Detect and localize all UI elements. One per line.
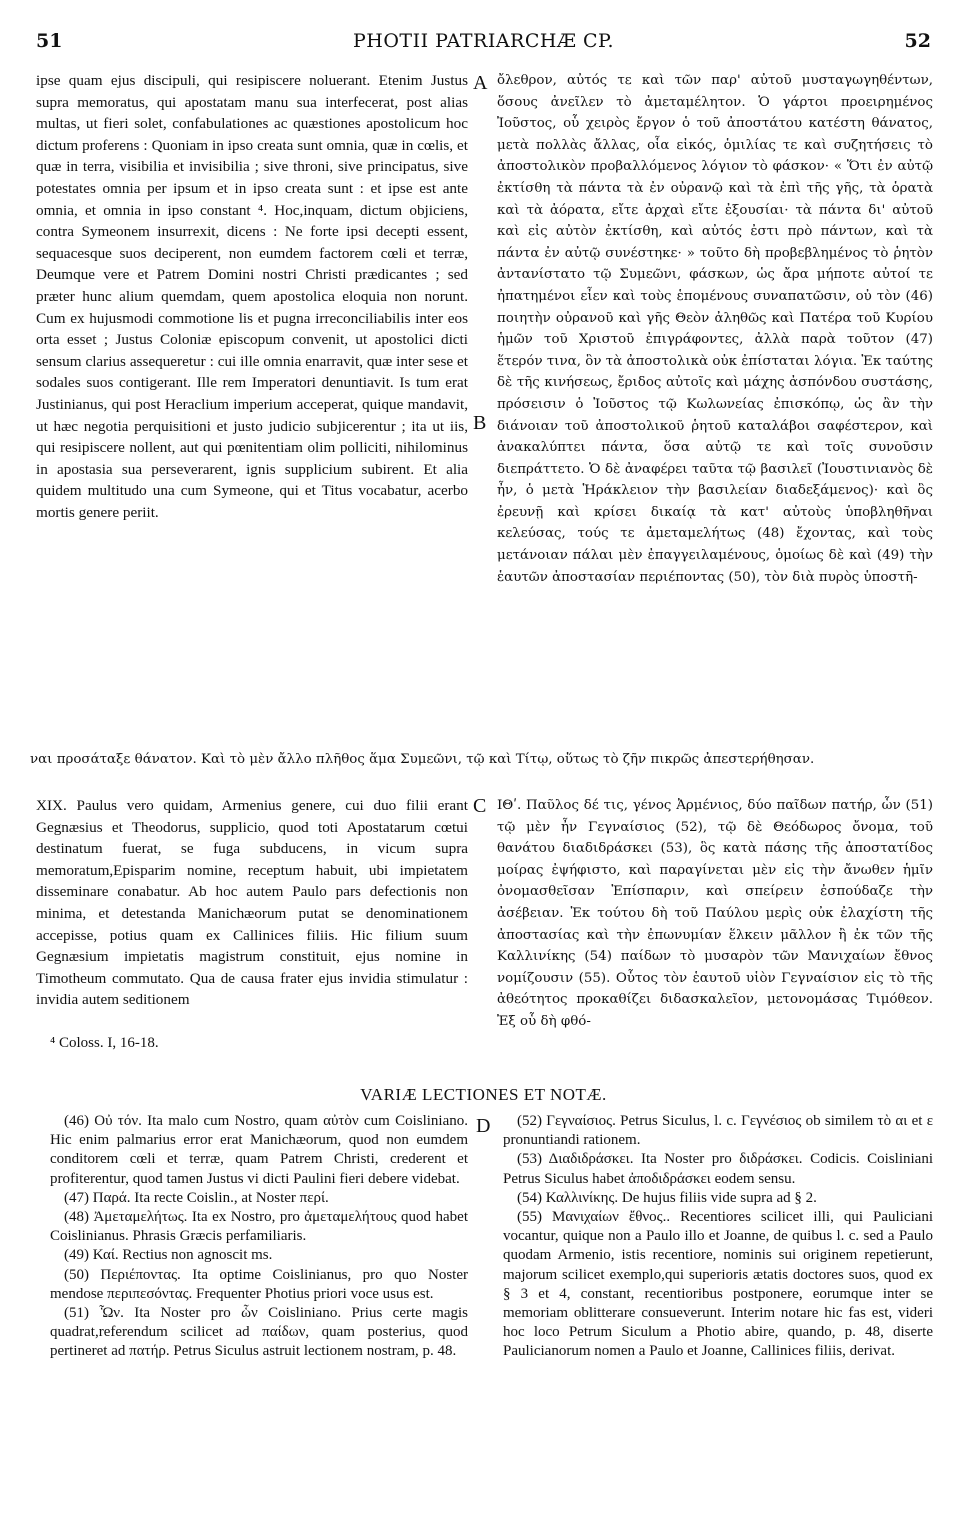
notes-left-column bbox=[50, 1112, 468, 1362]
latin-column-top: ipse quam ejus discipuli, qui resipiscere noluerant. Etenim Justus supra memoratus, qui apostatam manu sua interfecerat, post alias multas, ut fieri solet, confabulationes ac quæstiones apostolicum hoc dictum proferens : Quoniam in ipso creata sunt omnia, quæ in cœlis, et quæ in terra, visibilia et invisibilia ; sive throni, sive principatus, sive potestates omnia per ipsum et in ipso creata sunt : et ipse est ante omnia, et omnia in ipso constant ⁴. Hoc,inquam, dictum objiciens, contra Symeonem insurrexit, dicens : Ne forte ipsi decepti essent, sequacesque suos deciperent, non eumdem factorem cœli et terræ, Deumque vere et Patrem Domini nostri Christi prædicantes ; sed præter hunc alium quemdam, quem apostolica eloquia non norunt. Cum ex hujusmodi commotione lis et pugna irreconciliabilis inter eos orta esset ; Justus Coloniæ episcopum convenit, ut apostolici dicti sensum clarius assequeretur : cui ille omnia enarravit, quæ inter sese et sodales suos contigerant. Ille rem Imperatori denuntiavit. Is tum erat Justinianus, qui post Heraclium imperium acceperat, quique mandavit, ut hæc negotia perquisitioni et justo judicio subjicerentur ; ita ut iis, qui resipiscere nollent, aut qui pœnitentiam olim polliciti, nihilominus in apostasia sua perseverarent, ignis supplicium subirent. Et alia quidem multitudo una cum Symeone, qui et Titus vocabatur, acerbo mortis genere periit. bbox=[36, 72, 468, 521]
greek-column-bottom: ΙΘʹ. Παῦλος δέ τις, γένος Ἀρμένιος, δύο παῖδων πατήρ, ὧν (51) τῷ μὲν ἦν Γεγναίσιος (52), τῷ δὲ Θεόδωρος ὄνομα, τοῦ θανάτου διαδιδράσκει (53), ὃς κατὰ πάσης τῆς ἀποστατίδος μοίρας ἐψήφιστο, καὶ παραγίνεται μὲν εἰς τὴν ἄνωθεν ἡμῖν ὀνομασθεῖσαν Ἐπίσπαριν, καὶ σπείρειν ἐσπούδαζε τὴν ἀσέβειαν. Ἐκ τούτου δὴ τοῦ Παύλου μερὶς οὐκ ἐλαχίστη τῆς ἀποστασίας καὶ τὴν ἐπωνυμίαν ἕλκειν μᾶλλον ἢ ἐκ τῶν τῆς Καλλινίκης (54) παίδων τὸ μυσαρὸν τῶν Μανιχαίων ἔθνος νομίζουσιν (55). Οὗτος τὸν ἑαυτοῦ υἱὸν Γεγναίσιον εἰς τὸ τῆς ἀθεότητος προκαθίζει διδασκαλεῖον, μετονομάσας Τιμόθεον. Ἐξ οὗ δὴ φθό- bbox=[497, 798, 933, 1029]
greek-column-top: ὄλεθρον, αὐτός τε καὶ τῶν παρ' αὐτοῦ μυσταγωγηθέντων, ὅσους ἀνεῖλεν τὸ ἀμεταμέλητον. Ὁ γάρτοι προειρημένος Ἰοῦστος, οὗ χειρὸς ἔργον ὁ τοῦ ἀποστάτου κατέστη θάνατος, μετὰ πολλὰς ἄλλας, οἷα εἰκός, ὁμιλίας τε καὶ συζητήσεις τὸ ἀποστολικὸν προβαλλόμενος λόγιον τὸ φάσκον· « Ὅτι ἐν αὐτῷ ἐκτίσθη τὰ πάντα τὰ ἐν οὐρανῷ καὶ τὰ ἐπὶ τῆς γῆς, τὰ ὁρατὰ καὶ τὰ ἀόρατα, εἴτε ἀρχαὶ εἴτε ἐξουσίαι· τὰ πάντα δι' αὐτοῦ καὶ εἰς αὐτὸν ἐκτίσθη, καὶ αὐτός ἐστι πρὸ πάντων, καὶ τὰ πάντα ἐν αὐτῷ συνέστηκε· » τοῦτο δὴ προβεβλημένος τὸ ῥητὸν ἀντανίστατο τῷ Συμεῶνι, φάσκων, ὡς ἄρα μήποτε αὐτοί τε ἠπατημένοι εἶεν καὶ τοὺς ἑπομένους συναπατῶσιν, οὐ τὸν (46) ποιητὴν οὐρανοῦ καὶ γῆς Θεὸν ἀληθῶς καὶ Πατέρα τοῦ Κυρίου ἡμῶν τοῦ Χριστοῦ ἐπιγράφοντες, ἀλλὰ παρὰ τοῦτον (47) ἕτερόν τινα, ὃν τὰ ἀποστολικὰ οὐκ ἐπίσταται λόγια. Ἐκ ταύτης δὲ τῆς κινήσεως, ἔριδος αὐτοῖς καὶ μάχης ἀσπόνδου συστάσης, πρόσεισιν ὁ Ἰοῦστος τῷ Κωλωνείας ἐπισκόπῳ, ὡς ἂν τὴν διάνοιαν τοῦ ἀποστολικοῦ ῥητοῦ καταλάβοι σαφέστερον, καὶ ἀνακαλύπτει πάντα, ὅσα αὐτῷ τε καὶ τοῖς συνοῦσιν διεπράττετο. Ὁ δὲ ἀναφέρει ταῦτα τῷ βασιλεῖ (Ἰουστινιανὸς δὲ ἦν, ὁ μετὰ Ἡράκλειον τὴν βασιλείαν διαδεξάμενος)· καὶ ὃς ἐρευνῇ καὶ κρίσει δικαίᾳ τὰ κατ' αὐτοὺς ὑποβληθῆναι κελεύσας, τούς τε ἀμεταμελήτως (48) ἔχοντας, καὶ τοὺς μετάνοιαν πάλαι μὲν ἐπαγγειλαμένους, ὁμοίως δὲ καὶ (49) τὴν ἑαυτῶν ἀποστασίαν περιέποντας (50), τὸν διὰ πυρὸς ὑποστῆ- bbox=[497, 73, 933, 585]
page-header bbox=[30, 30, 937, 56]
latin-column-bottom: XIX. Paulus vero quidam, Armenius genere, cui duo filii erant Gegnæsius et Theodorus, supplicio, quod toti Apostatarum cœtui destinatum fuerat, se fuga subducens, in vicum supra memoratum,Episparim nomine, receptum habuit, ubi impietatem disseminare conabatur. Ab hoc autem Paulo pars defectionis non minima, et detestanda Manichæorum putat se denominationem accepisse, potius quam ex Callinices filiis. Hic filium suum Gegnæsium impietatis magistrum constituit, ejus nomine in Timotheum commutato. Qua de causa frater ejus invidia stimulatur : invidia autem seditionem bbox=[36, 797, 468, 1009]
greek-full-width-line: ναι προσάταξε θάνατον. Καὶ τὸ μὲν ἄλλο πλῆθος ἅμα Συμεῶνι, τῷ καὶ Τίτῳ, οὕτως τὸ ζῆν πικρῶς ἀπεστερήθησαν. bbox=[30, 752, 815, 767]
notes-right-column bbox=[503, 1112, 933, 1362]
note-53: (53) Διαδιδράσκει. Ita Noster pro διδράσκει. Codicis. Coisliniani Petrus Siculus habet ἀποδιδράσκει eodem sensu. bbox=[503, 1151, 933, 1187]
note-46: (46) Οὐ τόν. Ita malo cum Nostro, quam αὐτὸν cum Coisliniano. Hic enim palmarius error erat Manichæorum, quod non eumdem conditorem cœli et terræ, quam Patrem Christi, crederent et profiterentur, quod tamen Justus vi dicti Paulini fieri debere videbat. bbox=[50, 1113, 468, 1187]
section-marker-c: C bbox=[473, 795, 487, 817]
left-page-number: 51 bbox=[36, 30, 63, 52]
note-54: (54) Καλλινίκης. De hujus filiis vide supra ad § 2. bbox=[517, 1189, 817, 1206]
running-title: PHOTII PATRIARCHÆ CP. bbox=[352, 30, 615, 52]
note-51: (51) Ὧν. Ita Noster pro ὧν Coisliniano. Prius certe magis quadrat,referendum scilicet ad παίδων, quam posterius, quod pertineret ad πατήρ. Petrus Siculus astruit lectionem nostram, p. 48. bbox=[50, 1305, 468, 1360]
note-50: (50) Περιέποντας. Ita optime Coislinianus, pro quo Noster mendose περιπεσόντας. Frequenter Photius priori voce usus est. bbox=[50, 1266, 468, 1302]
section-marker-b: B bbox=[473, 412, 487, 434]
right-page-number: 52 bbox=[904, 30, 931, 52]
note-47: (47) Παρά. Ita recte Coislin., at Noster περί. bbox=[64, 1189, 329, 1206]
section-marker-d: D bbox=[476, 1115, 491, 1137]
section-marker-a: A bbox=[473, 72, 488, 94]
note-48: (48) Ἀμεταμελήτως. Ita ex Nostro, pro ἀμεταμελήτους quod habet Coislinianus. Phrasis Græcis perfamiliaris. bbox=[50, 1209, 468, 1245]
note-52: (52) Γεγναίσιος. Petrus Siculus, l. c. Γεγνέσιος ob similem τὸ αι et ε pronuntiandi rationem. bbox=[503, 1113, 933, 1149]
footnote: ⁴ Coloss. I, 16-18. bbox=[50, 1035, 159, 1051]
note-55: (55) Μανιχαίων ἔθνος.. Recentiores scilicet illi, qui Pauliciani vocantur, quique non a Paulo illo et Joanne, de quibus l. c. sed a Paulo quodam Armenio, istis recentiore, nominis sui originem repetierunt, majorum scilicet exemplo,qui superioris ætatis doctores suos, quod ex § 3 et 4, constant, recentioribus postponere, eorumque inter se memoriam oblitterare consueverunt. Interim notare hic fas est, videri hoc loco Petrum Siculum a Photio abire, quando, p. 48, diserte Paulicianorum nomen a Paulo et Joanne, Callinices filiis, derivat. bbox=[503, 1209, 933, 1360]
notes-title: VARIÆ LECTIONES ET NOTÆ. bbox=[360, 1085, 607, 1104]
note-49: (49) Καί. Rectius non agnoscit ms. bbox=[64, 1247, 273, 1264]
